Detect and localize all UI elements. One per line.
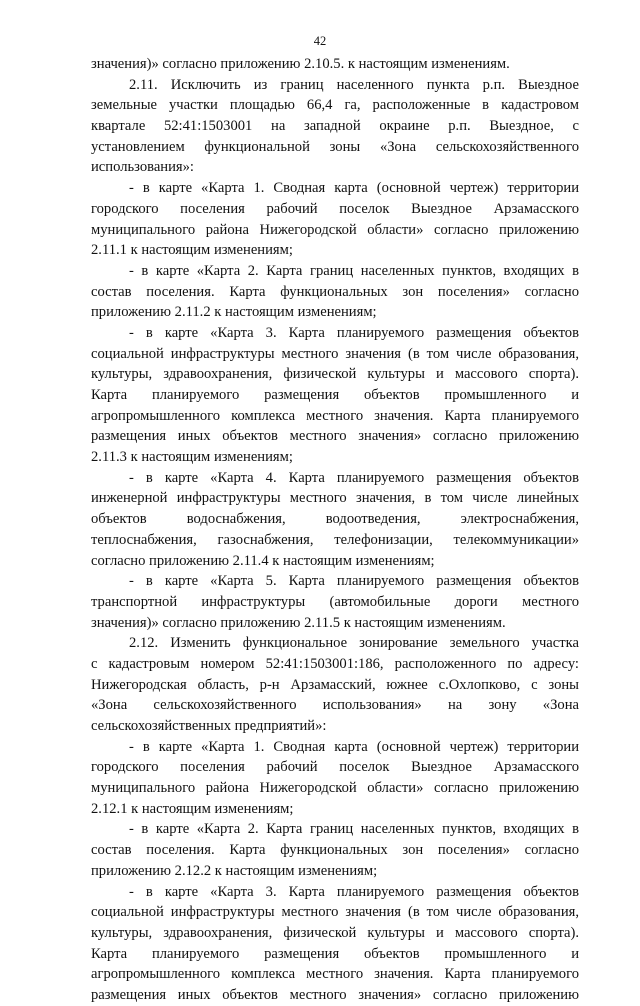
- text-line: с кадастровым номером 52:41:1503001:186, расположенного по адресу:: [91, 655, 579, 672]
- text-line: состав поселения. Карта функциональных зон поселения» согласно: [91, 283, 579, 300]
- text-line: - в карте «Карта 2. Карта границ населенных пунктов, входящих в: [129, 821, 579, 838]
- text-line: - в карте «Карта 5. Карта планируемого размещения объектов: [129, 573, 579, 590]
- text-line: использования»:: [91, 159, 194, 176]
- text-line: - в карте «Карта 2. Карта границ населенных пунктов, входящих в: [129, 262, 579, 279]
- text-line: муниципального района Нижегородской области» согласно приложению: [91, 780, 579, 797]
- text-line: теплоснабжения, газоснабжения, телефонизации, телекоммуникации»: [91, 531, 579, 548]
- text-line: земельные участки площадью 66,4 га, расположенные в кадастровом: [91, 97, 579, 114]
- text-line: значения)» согласно приложению 2.11.5 к настоящим изменениям.: [91, 614, 506, 631]
- text-line: 2.12. Изменить функциональное зонирование земельного участка: [129, 635, 579, 652]
- text-line: значения)» согласно приложению 2.10.5. к настоящим изменениям.: [91, 56, 510, 72]
- text-line: 2.11.3 к настоящим изменениям;: [91, 449, 293, 466]
- text-line: городского поселения рабочий поселок Выездное Арзамасского: [91, 200, 579, 217]
- text-line: квартале 52:41:1503001 на западной окраине р.п. Выездное, с: [91, 118, 579, 135]
- text-line: объектов водоснабжения, водоотведения, электроснабжения,: [91, 511, 579, 528]
- text-line: - в карте «Карта 3. Карта планируемого размещения объектов: [129, 324, 579, 341]
- text-line: транспортной инфраструктуры (автомобильные дороги местного: [91, 593, 579, 610]
- document-body: [91, 54, 579, 1006]
- text-line: «Зона сельскохозяйственного использования» на зону «Зона: [91, 697, 579, 714]
- text-line: - в карте «Карта 3. Карта планируемого размещения объектов: [129, 883, 579, 900]
- text-line: 2.11.1 к настоящим изменениям;: [91, 242, 293, 259]
- text-line: Нижегородская область, р-н Арзамасский, южнее с.Охлопково, с зоны: [91, 676, 579, 693]
- page-number: 42: [313, 34, 327, 48]
- text-line: состав поселения. Карта функциональных зон поселения» согласно: [91, 842, 579, 859]
- text-line: приложению 2.12.2 к настоящим изменениям;: [91, 862, 378, 879]
- text-line: размещения иных объектов местного значения» согласно приложению: [91, 986, 579, 1003]
- text-line: - в карте «Карта 1. Сводная карта (основной чертеж) территории: [129, 738, 579, 755]
- text-line: социальной инфраструктуры местного значения (в том числе образования,: [91, 345, 579, 362]
- text-line: - в карте «Карта 4. Карта планируемого размещения объектов: [129, 469, 579, 486]
- text-line: социальной инфраструктуры местного значения (в том числе образования,: [91, 904, 579, 921]
- text-line: Карта планируемого размещения объектов промышленного и: [91, 387, 579, 403]
- text-line: инженерной инфраструктуры местного значения, в том числе линейных: [91, 490, 579, 507]
- text-line: 2.11. Исключить из границ населенного пункта р.п. Выездное: [129, 76, 579, 93]
- text-line: согласно приложению 2.11.4 к настоящим изменениям;: [91, 552, 435, 569]
- text-line: агропромышленного комплекса местного значения. Карта планируемого: [91, 966, 579, 983]
- text-line: размещения иных объектов местного значения» согласно приложению: [91, 428, 579, 445]
- text-line: культуры, здравоохранения, физической культуры и массового спорта).: [91, 366, 579, 383]
- text-line: муниципального района Нижегородской области» согласно приложению: [91, 221, 579, 238]
- text-line: Карта планируемого размещения объектов промышленного и: [91, 945, 579, 962]
- text-line: установлением функциональной зоны «Зона сельскохозяйственного: [91, 138, 579, 155]
- text-line: приложению 2.11.2 к настоящим изменениям;: [91, 304, 377, 321]
- text-line: агропромышленного комплекса местного значения. Карта планируемого: [91, 407, 579, 424]
- text-line: 2.12.1 к настоящим изменениям;: [91, 800, 294, 817]
- text-line: культуры, здравоохранения, физической культуры и массового спорта).: [91, 924, 579, 941]
- text-line: - в карте «Карта 1. Сводная карта (основной чертеж) территории: [129, 180, 579, 197]
- text-line: сельскохозяйственных предприятий»:: [91, 718, 327, 734]
- text-line: городского поселения рабочий поселок Выездное Арзамасского: [91, 759, 579, 776]
